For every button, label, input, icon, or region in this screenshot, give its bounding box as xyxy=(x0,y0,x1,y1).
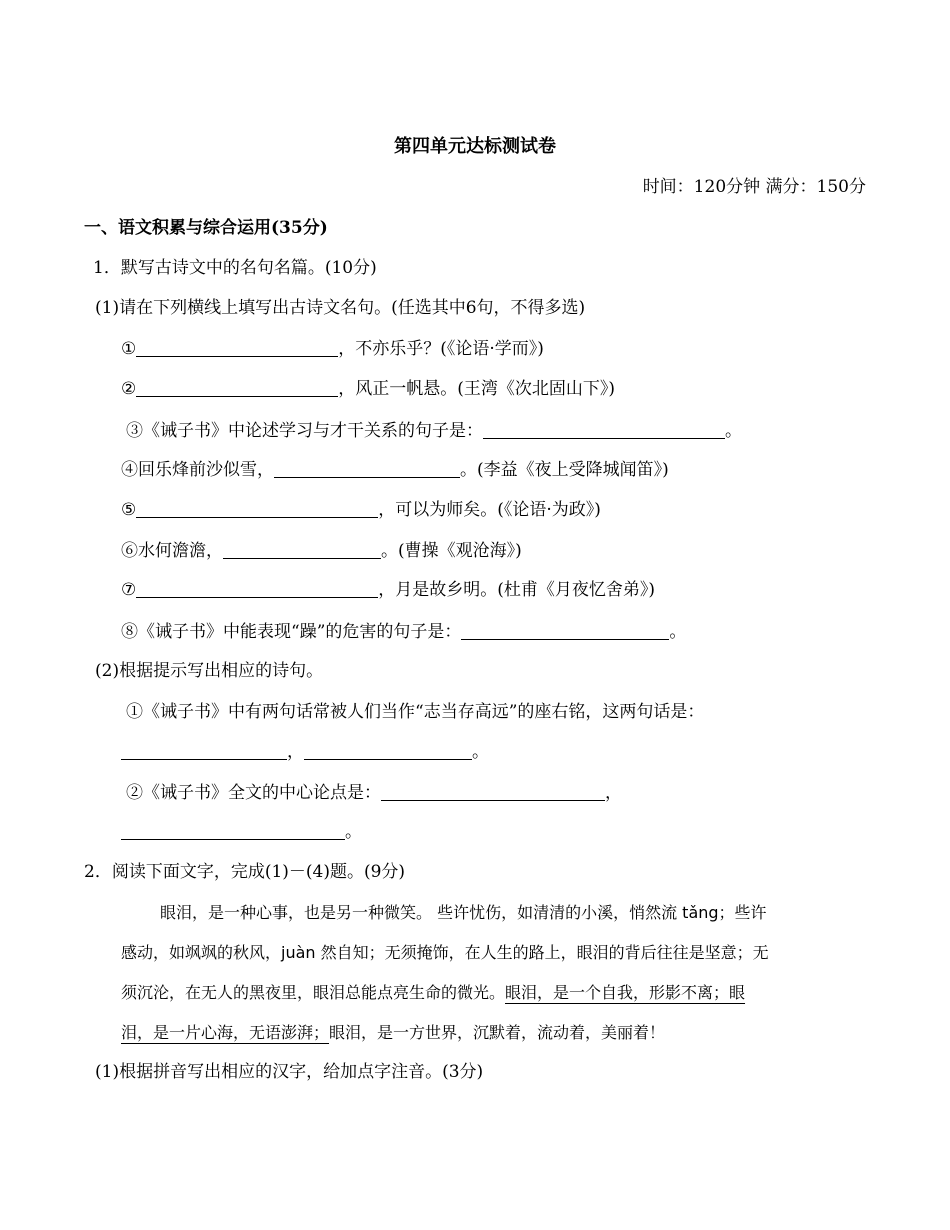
question-1-part-1: (1)请在下列横线上填写出古诗文名句。(任选其中6句，不得多选) xyxy=(95,298,586,318)
answer-blank[interactable] xyxy=(461,621,669,640)
comma: ， xyxy=(605,783,622,803)
period: 。 xyxy=(472,742,489,762)
answer-blank[interactable] xyxy=(381,782,605,801)
question-1-label: 1．默写古诗文中的名句名篇。(10分) xyxy=(93,258,377,278)
item-text: ，可以为师矣。(《论语·为政》) xyxy=(378,500,601,520)
item-text: 。 xyxy=(669,622,687,642)
fill-item-3 xyxy=(126,419,742,443)
answer-blank[interactable] xyxy=(121,741,287,760)
prompt-2-2-cont xyxy=(121,820,362,844)
passage-line-4 xyxy=(121,1021,665,1045)
prompt-text: ②《诫子书》全文的中心论点是： xyxy=(126,783,381,803)
item-number: ① xyxy=(121,339,137,359)
item-text: ，不亦乐乎？(《论语·学而》) xyxy=(338,339,544,359)
item-text: 。 xyxy=(725,421,742,441)
passage-text: 眼泪，是一方世界，沉默着，流动着，美丽着！ xyxy=(329,1023,666,1042)
passage-text: 须沉沦，在无人的黑夜里，眼泪总能点亮生命的微光。 xyxy=(121,983,506,1002)
item-number: ② xyxy=(121,379,137,399)
passage-line-1: 眼泪，是一种心事，也是另一种微笑。 些许忧伤，如清清的小溪，悄然流 tǎng；些许 xyxy=(160,903,767,922)
item-text: ，月是故乡明。(杜甫《月夜忆舍弟》) xyxy=(378,580,656,600)
item-text: ③《诫子书》中论述学习与才干关系的句子是： xyxy=(126,421,483,441)
exam-meta: 时间：120分钟 满分：150分 xyxy=(642,177,866,197)
fill-item-8 xyxy=(121,620,686,644)
item-text: 。(曹操《观沧海》) xyxy=(381,541,522,561)
item-text: ⑥水何澹澹， xyxy=(121,541,223,561)
underlined-text: 眼泪，是一个自我，形影不离；眼 xyxy=(505,983,746,1002)
item-number: ⑦ xyxy=(121,580,137,600)
fill-item-1 xyxy=(121,337,544,361)
fill-item-2 xyxy=(121,377,615,401)
page-title: 第四单元达标测试卷 xyxy=(394,136,556,157)
answer-blank[interactable] xyxy=(304,741,472,760)
answer-blank[interactable] xyxy=(121,821,345,840)
period: 。 xyxy=(345,822,362,842)
fill-item-5 xyxy=(121,498,601,522)
prompt-2-1-answers xyxy=(121,740,489,764)
item-number: ⑤ xyxy=(121,500,137,520)
passage-line-3 xyxy=(121,981,745,1005)
item-text: ④回乐烽前沙似雪， xyxy=(121,460,274,480)
prompt-2-2 xyxy=(126,781,622,805)
question-2-sub-1: (1)根据拼音写出相应的汉字，给加点字注音。(3分) xyxy=(95,1062,484,1082)
item-text: ，风正一帆悬。(王湾《次北固山下》) xyxy=(338,379,616,399)
item-text: ⑧《诫子书》中能表现“躁”的危害的句子是： xyxy=(121,622,462,642)
fill-item-6 xyxy=(121,539,522,563)
fill-item-7 xyxy=(121,578,655,602)
answer-blank[interactable] xyxy=(483,420,725,439)
answer-blank[interactable] xyxy=(136,338,338,357)
underlined-text: 泪，是一片心海，无语澎湃； xyxy=(121,1023,330,1042)
answer-blank[interactable] xyxy=(274,459,460,478)
comma: ， xyxy=(287,742,304,762)
answer-blank[interactable] xyxy=(136,499,378,518)
question-1-part-2: (2)根据提示写出相应的诗句。 xyxy=(95,661,324,681)
prompt-2-1: ①《诫子书》中有两句话常被人们当作“志当存高远”的座右铭，这两句话是： xyxy=(126,702,705,722)
section-heading: 一、语文积累与综合运用(35分) xyxy=(84,218,328,238)
fill-item-4 xyxy=(121,458,669,482)
answer-blank[interactable] xyxy=(223,540,381,559)
passage-line-2: 感动，如飒飒的秋风，juàn 然自知；无须掩饰，在人生的路上，眼泪的背后往往是坚意；无 xyxy=(121,943,769,962)
answer-blank[interactable] xyxy=(136,378,338,397)
item-text: 。(李益《夜上受降城闻笛》) xyxy=(460,460,669,480)
answer-blank[interactable] xyxy=(136,579,378,598)
question-2-label: 2．阅读下面文字，完成(1)－(4)题。(9分) xyxy=(84,862,406,882)
